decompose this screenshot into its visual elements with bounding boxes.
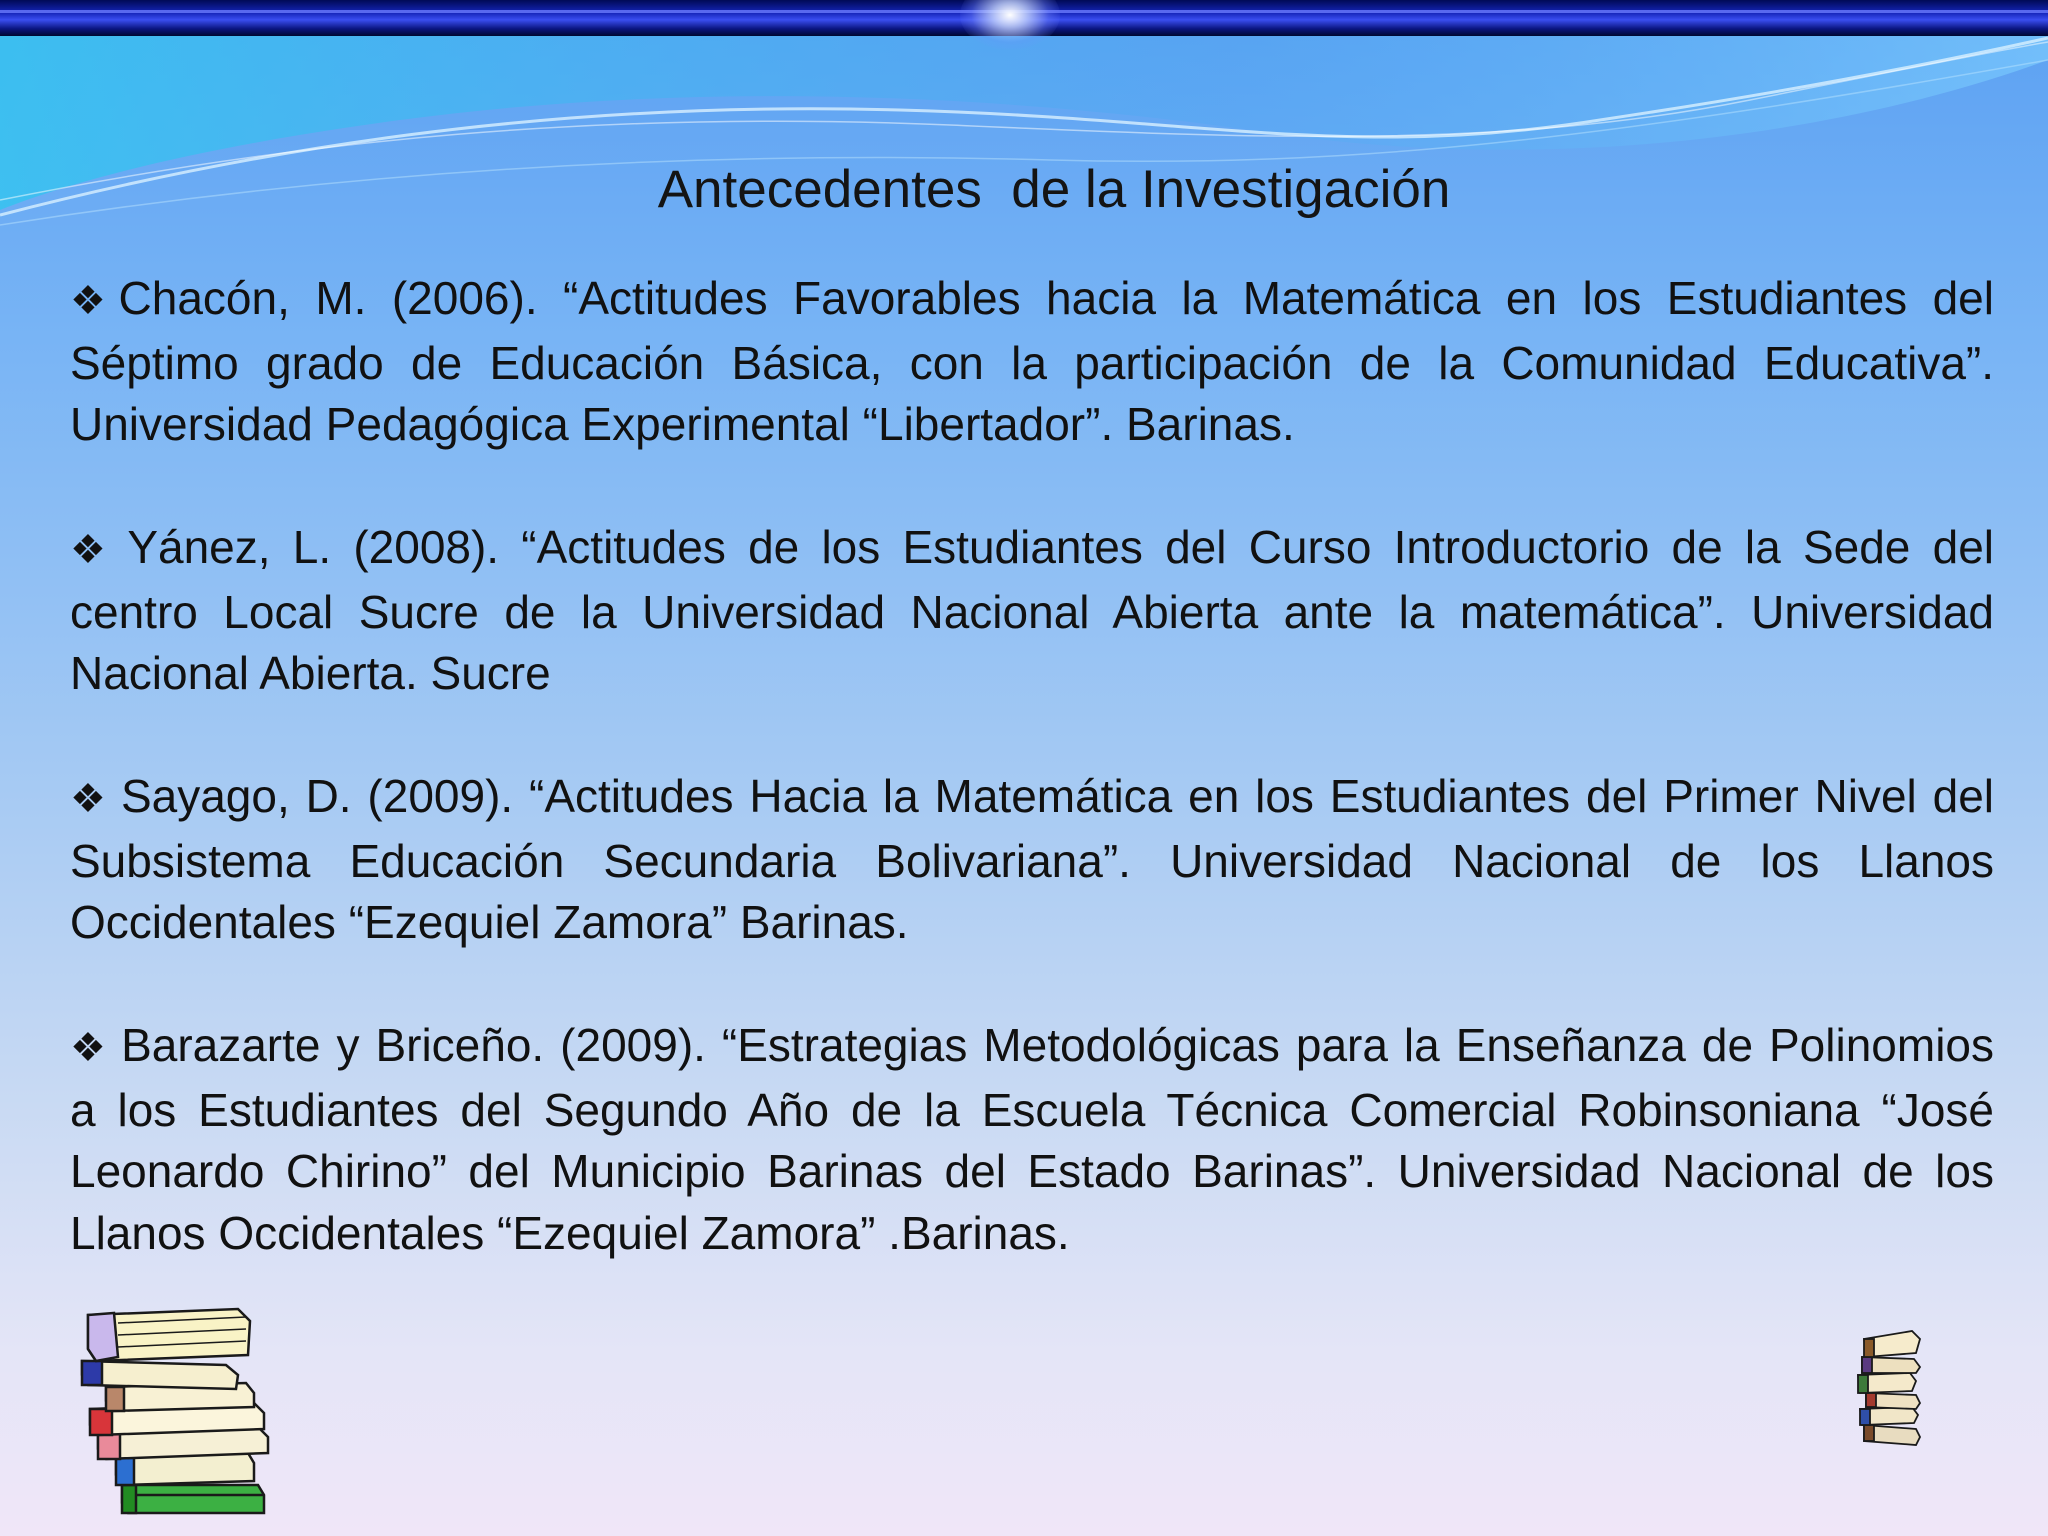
stacked-books-icon: [78, 1305, 288, 1520]
bullet-diamond-icon: ❖: [70, 279, 119, 323]
slide-title-text: Antecedentes de la Investigación: [657, 160, 1451, 219]
reference-item: [70, 517, 1994, 705]
reference-item: [70, 766, 1994, 954]
reference-item: [70, 268, 1994, 456]
reference-text: Chacón, M. (2006). “Actitudes Favorables hacia la Matemática en los Estudiantes del Séptimo grado de Educación Básica, con la participación de la Comunidad Educativa”. Universidad Pedagógica Experimental “Libertador”. Barinas.: [70, 272, 1994, 450]
reference-item: [70, 1015, 1994, 1264]
bullet-diamond-icon: ❖: [70, 777, 109, 821]
bullet-diamond-icon: ❖: [70, 1026, 110, 1070]
reference-text: Sayago, D. (2009). “Actitudes Hacia la Matemática en los Estudiantes del Primer Nivel del Subsistema Educación Secundaria Bolivariana”. Universidad Nacional de los Llanos Occidentales “Ezequiel Zamora” Barinas.: [70, 770, 1995, 948]
bullet-diamond-icon: ❖: [70, 528, 116, 572]
references-list: [70, 268, 1994, 1326]
slide-title: [0, 160, 2048, 220]
reference-text: Yánez, L. (2008). “Actitudes de los Estudiantes del Curso Introductorio de la Sede del centro Local Sucre de la Universidad Nacional Abierta ante la matemática”. Universidad Nacional Abierta. Sucre: [70, 521, 1994, 699]
reference-text: Barazarte y Briceño. (2009). “Estrategias Metodológicas para la Enseñanza de Polinomios a los Estudiantes del Segundo Año de la Escuela Técnica Comercial Robinsoniana “José Leonardo Chirino” del Municipio Barinas del Estado Barinas”. Universidad Nacional de los Llanos Occidentales “Ezequiel Zamora” .Barinas.: [70, 1019, 1994, 1259]
small-book-stack-icon: [1850, 1325, 1930, 1450]
decorative-waves: [0, 0, 2048, 260]
